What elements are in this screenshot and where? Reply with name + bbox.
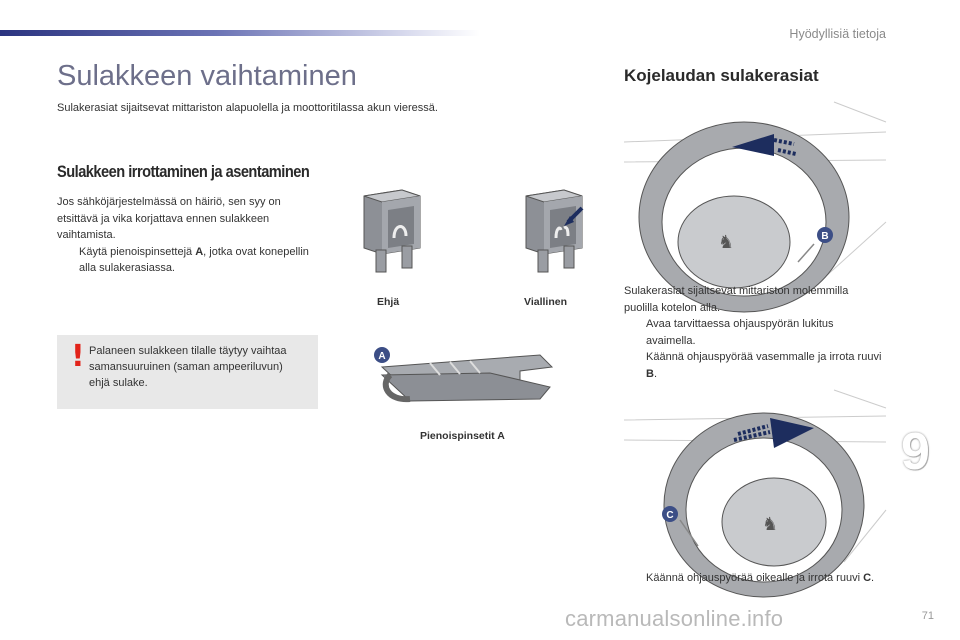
right-body <box>624 283 884 382</box>
warning-icon: ! <box>71 339 85 374</box>
caption-fuse-good: Ehjä <box>377 296 400 308</box>
right-step-1-text: Avaa tarvittaessa ohjauspyörän lukitus avaimella. <box>646 318 834 347</box>
left-paragraph: Jos sähköjärjestelmässä on häiriö, sen syy on etsittävä ja vika korjattava ennen sulakkeen vaihtamista. <box>57 196 281 241</box>
section-header: Hyödyllisiä tietoja <box>789 27 886 41</box>
left-subtitle: Sulakkeen irrottaminen ja asentaminen <box>57 162 310 181</box>
tweezers-tag-a: A <box>378 351 386 362</box>
fuse-good-illustration <box>358 188 428 278</box>
wheel-tag-b: B <box>821 231 829 242</box>
caption-tweezers: Pienoispinsetit A <box>420 430 505 442</box>
tweezers-illustration <box>370 345 560 415</box>
right-title: Kojelaudan sulakerasiat <box>624 66 819 85</box>
left-bullet <box>57 244 317 277</box>
fuse-bad-illustration <box>520 188 590 278</box>
warning-text: Palaneen sulakkeen tilalle täytyy vaihtaa samansuuruinen (saman ampeeriluvun) ehjä sulake. <box>89 345 287 389</box>
steering-wheel-left-illustration <box>624 102 886 278</box>
right-step-2 <box>624 349 884 382</box>
right-step-2-pre: Käännä ohjauspyörää vasemmalle ja irrota ruuvi <box>646 351 882 363</box>
steering-wheel-right-illustration <box>624 390 886 562</box>
right-step-3-block <box>624 570 884 587</box>
watermark: carmanualsonline.info <box>565 606 784 631</box>
right-paragraph: Sulakerasiat sijaitsevat mittariston molemmilla puolilla kotelon alla. <box>624 285 849 314</box>
chapter-number: 9 <box>901 423 930 481</box>
warning-box <box>57 335 318 409</box>
bullet-text-pre: Käytä pienoispinsettejä <box>79 245 196 258</box>
intro-text: Sulakerasiat sijaitsevat mittariston alapuolella ja moottoritilassa akun vieressä. <box>57 102 438 114</box>
page-title: Sulakkeen vaihtaminen <box>57 60 357 92</box>
right-step-3-post: . <box>871 572 875 584</box>
right-step-1 <box>624 316 884 349</box>
right-step-3 <box>624 570 884 587</box>
page-number: 71 <box>921 610 934 622</box>
right-step-3-bold: C <box>863 572 872 584</box>
bullet-text-post: , jotka ovat konepellin alla sulakerasiassa. <box>79 245 309 274</box>
right-step-3-pre: Käännä ohjauspyörää oikealle ja irrota ruuvi <box>646 572 864 584</box>
right-step-2-post: . <box>653 367 658 380</box>
right-step-2-bold: B <box>646 367 654 380</box>
svg-text:♞: ♞ <box>762 514 779 535</box>
left-body <box>57 194 317 277</box>
caption-fuse-bad: Viallinen <box>524 296 567 308</box>
header-gradient-bar <box>0 30 480 36</box>
wheel-tag-c: C <box>666 510 674 521</box>
svg-text:♞: ♞ <box>718 232 735 253</box>
bullet-text-bold: A <box>195 245 204 258</box>
